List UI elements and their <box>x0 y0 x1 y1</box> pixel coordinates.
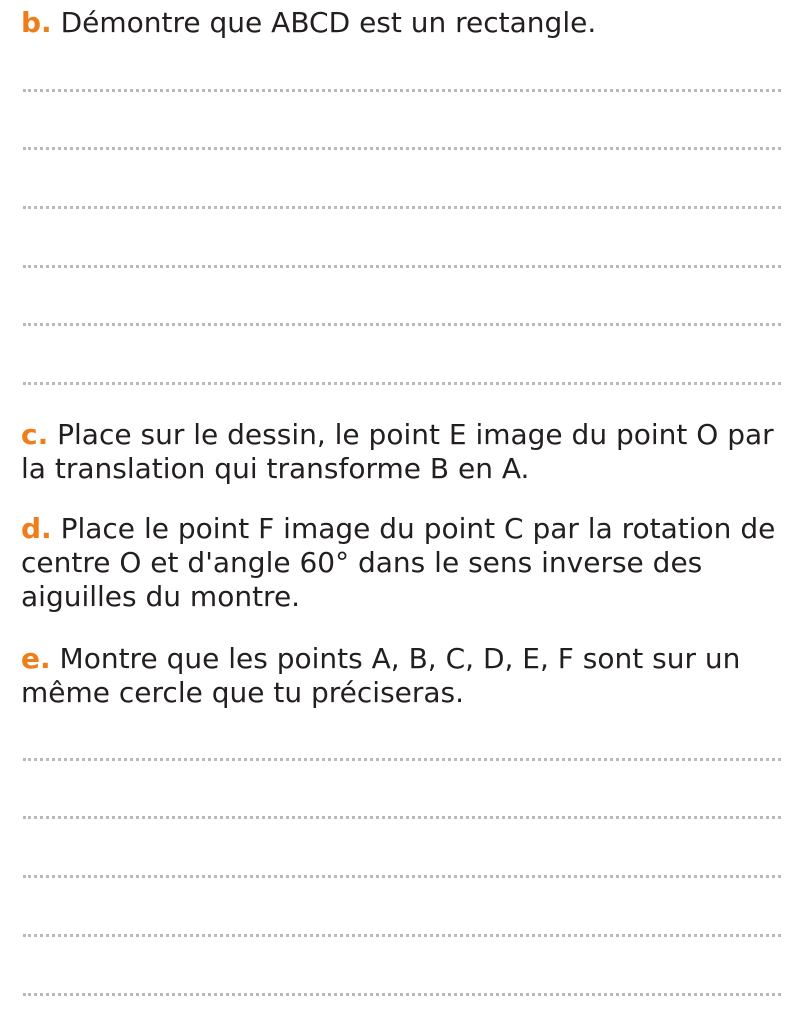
question-c-letter: c. <box>21 418 49 451</box>
answer-line-b-5[interactable] <box>23 323 781 326</box>
answer-line-b-4[interactable] <box>23 265 781 268</box>
answer-line-b-1[interactable] <box>23 89 781 92</box>
question-d-letter: d. <box>21 512 52 545</box>
question-e <box>21 642 785 710</box>
question-c <box>21 418 785 486</box>
question-e-letter: e. <box>21 642 51 675</box>
question-b <box>21 6 785 40</box>
question-b-text: Démontre que ABCD est un rectangle. <box>60 6 597 39</box>
answer-line-e-2[interactable] <box>23 816 781 819</box>
answer-line-e-5[interactable] <box>23 993 781 996</box>
answer-line-e-1[interactable] <box>23 758 781 761</box>
answer-line-b-6[interactable] <box>23 382 781 385</box>
question-d <box>21 512 785 614</box>
question-e-text: Montre que les points A, B, C, D, E, F sont sur un même cercle que tu préciseras. <box>21 642 741 709</box>
answer-line-e-3[interactable] <box>23 875 781 878</box>
answer-line-b-3[interactable] <box>23 206 781 209</box>
answer-line-e-4[interactable] <box>23 934 781 937</box>
question-d-text: Place le point F image du point C par la rotation de centre O et d'angle 60° dans le sens inverse des aiguilles du montre. <box>21 512 776 613</box>
answer-line-b-2[interactable] <box>23 147 781 150</box>
question-c-text: Place sur le dessin, le point E image du point O par la translation qui transforme B en A. <box>21 418 774 485</box>
question-b-letter: b. <box>21 6 52 39</box>
